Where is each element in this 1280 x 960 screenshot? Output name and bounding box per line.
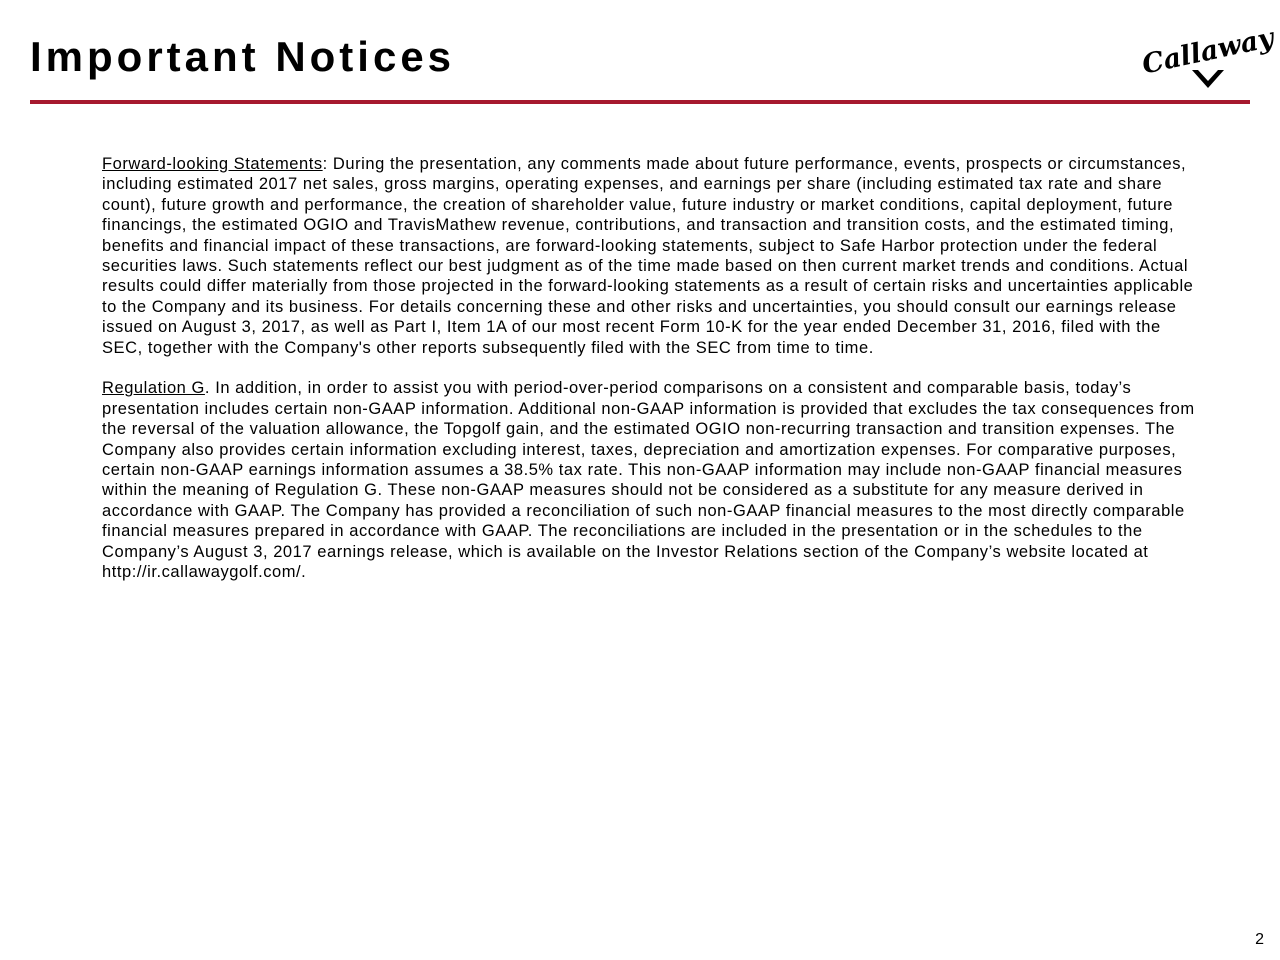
forward-looking-text: : During the presentation, any comments made about future performance, events, prospects or circumstances, including estimated 2017 net sales, gross margins, operating expenses, and earnings per share (including estimated tax rate and share count), future growth and performance, the creation of shareholder value, future industry or market conditions, capital deployment, future financings, the estimated OGIO and TravisMathew revenue, contributions, and transaction and transition costs, and the estimated timing, benefits and financial impact of these transactions, are forward-looking statements, subject to Safe Harbor protection under the federal securities laws. Such statements reflect our best judgment as of the time made based on then current market trends and conditions. Actual results could differ materially from those projected in the forward-looking statements as a result of certain risks and uncertainties applicable to the Company and its business. For details concerning these and other risks and uncertainties, you should consult our earnings release issued on August 3, 2017, as well as Part I, Item 1A of our most recent Form 10-K for the year ended December 31, 2016, filed with the SEC, together with the Company's other reports subsequently filed with the SEC from time to time.	[102, 155, 1194, 357]
forward-looking-paragraph	[102, 154, 1202, 358]
page-title: Important Notices	[30, 33, 456, 80]
page-number: 2	[1255, 931, 1264, 948]
logo-wordmark: Callaway	[1139, 22, 1277, 81]
callaway-logo	[1139, 18, 1277, 94]
notices-body	[102, 154, 1202, 603]
regulation-g-heading: Regulation G	[102, 379, 205, 398]
forward-looking-heading: Forward-looking Statements	[102, 155, 323, 173]
title-divider	[30, 100, 1250, 104]
callaway-chevron-icon	[1192, 70, 1224, 88]
regulation-g-text: . In addition, in order to assist you with period-over-period comparisons on a consistent and comparable basis, today’s presentation includes certain non-GAAP information. Additional non-GAAP information is provided that excludes the tax consequences from the reversal of the valuation allowance, the Topgolf gain, and the estimated OGIO non-recurring transaction and transition expenses. The Company also provides certain information excluding interest, taxes, depreciation and amortization expenses. For comparative purposes, certain non-GAAP earnings information assumes a 38.5% tax rate. This non-GAAP information may include non-GAAP financial measures within the meaning of Regulation G. These non-GAAP measures should not be considered as a substitute for any measure derived in accordance with GAAP. The Company has provided a reconciliation of such non-GAAP financial measures to the most directly comparable financial measures prepared in accordance with GAAP. The reconciliations are included in the presentation or in the schedules to the Company’s August 3, 2017 earnings release, which is available on the Investor Relations section of the Company’s website located at http://ir.callawaygolf.com/.	[102, 379, 1195, 582]
regulation-g-paragraph	[102, 378, 1202, 582]
